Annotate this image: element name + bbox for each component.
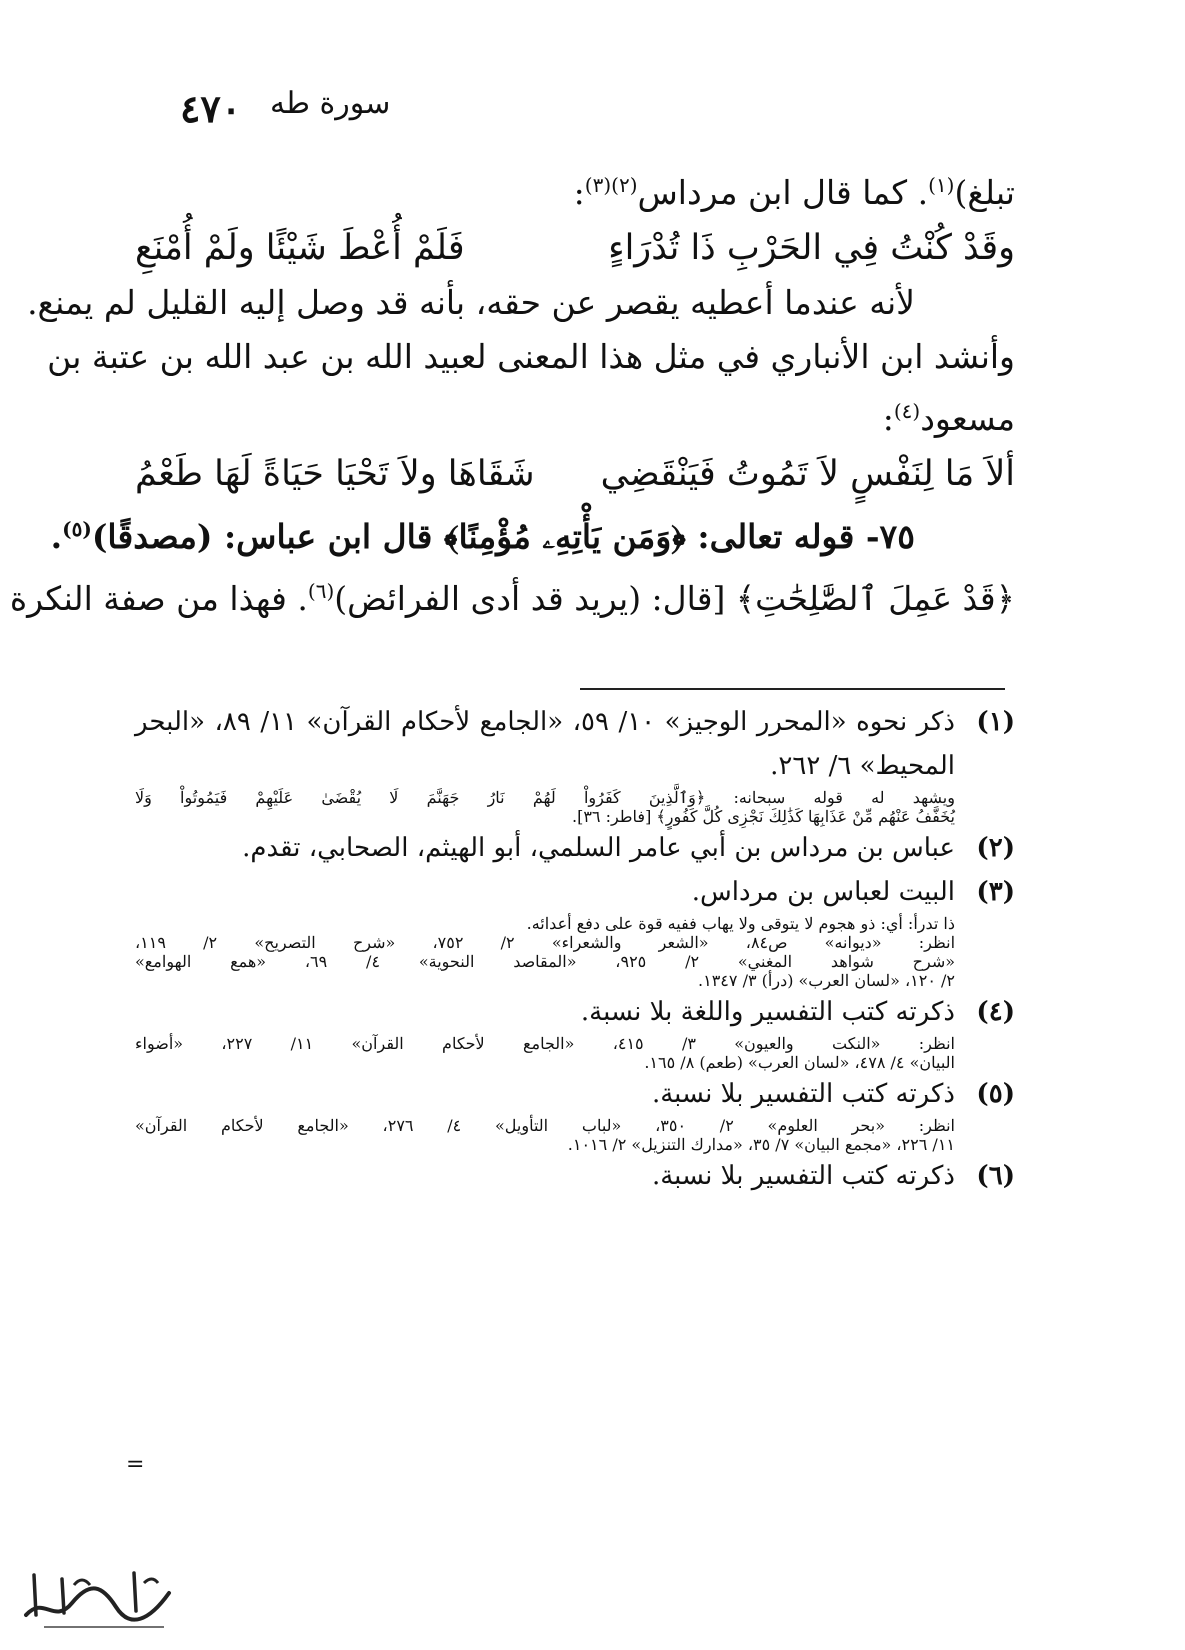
- verse-hemistich-right: ألاَ مَا لِنَفْسٍ لاَ تَمُوتُ فَيَنْقَضِي: [600, 454, 1015, 494]
- verse-hemistich-right: وقَدْ كُنْتُ فِي الحَرْبِ ذَا تُدْرَاءٍ: [608, 228, 1015, 268]
- footnotes: [135, 700, 1015, 1198]
- footnote: [135, 1154, 1015, 1198]
- footnote-body: [135, 826, 955, 870]
- footnote-body: [135, 870, 955, 914]
- text-line: [9, 564, 1015, 626]
- footnote: [135, 826, 1015, 870]
- text-line: لأنه عندما أعطيه يقصر عن حقه، بأنه قد وصل إليه القليل لم يمنع.: [27, 283, 915, 322]
- text-segment: مسعود: [920, 399, 1015, 438]
- footnote-number: (٢): [976, 833, 1015, 863]
- text-segment: :: [882, 399, 894, 438]
- text-segment: .: [50, 517, 63, 556]
- footnote-continuation: [135, 1116, 955, 1154]
- footnote-ref[interactable]: (٤): [893, 399, 921, 423]
- footnote-ref[interactable]: (٦): [307, 579, 335, 603]
- footnote: [135, 870, 1015, 914]
- verse-hemistich-left: فَلَمْ أُعْطَ شَيْئًا ولَمْ أُمْنَعِ: [135, 228, 465, 268]
- footnote-line: ذكرته كتب التفسير بلا نسبة.: [651, 1161, 955, 1191]
- footnote-continuation: [135, 914, 955, 990]
- calligraphy-logo-icon: [14, 1555, 184, 1635]
- continuation-mark: =: [126, 1452, 145, 1477]
- footnote-line: يُخَفَّفُ عَنْهُم مِّنْ عَذَابِهَا كَذَٰلِكَ نَجْزِى كُلَّ كَفُورٍ﴾ [فاطر: ٣٦].: [571, 807, 955, 826]
- text-line: وأنشد ابن الأنباري في مثل هذا المعنى لعبيد الله بن عبد الله بن عتبة بن: [47, 337, 1015, 376]
- footnote-ref[interactable]: (٢)(٣): [584, 173, 638, 197]
- footnote-line: عباس بن مرداس بن أبي عامر السلمي، أبو الهيثم، الصحابي، تقدم.: [242, 833, 955, 863]
- footnote-body: [135, 1154, 955, 1198]
- footnote-line: البيان» ٤/ ٤٧٨، «لسان العرب» (طعم) ٨/ ١٦٥.: [644, 1053, 955, 1072]
- footnote-line: انظر: «بحر العلوم» ٢/ ٣٥٠، «لباب التأويل» ٤/ ٢٧٦، «الجامع لأحكام القرآن»: [135, 1116, 956, 1135]
- text-segment: تبلغ): [954, 173, 1015, 212]
- footnote-line: ويشهد له قوله سبحانه: ﴿وَٱلَّذِينَ كَفَرُواْ لَهُمْ نَارُ جَهَنَّمَ لَا يُقْضَىٰ عَلَيْهِمْ فَيَمُوتُواْ وَلَا: [135, 788, 955, 807]
- text-segment: :: [573, 173, 585, 212]
- footnote-number: (٥): [976, 1079, 1015, 1109]
- footnote-line: المحيط» ٦/ ٢٦٢.: [770, 751, 955, 781]
- footnote-number: (١): [976, 707, 1015, 737]
- main-text: [9, 158, 1015, 626]
- text-segment: ٧٥- قوله تعالى: ﴿وَمَن يَأْتِهِۦ مُؤْمِنًا﴾ قال ابن عباس: (مصدقًا): [91, 517, 915, 556]
- footnote-line: انظر: «النكت والعيون» ٣/ ٤١٥، «الجامع لأحكام القرآن» ١١/ ٢٢٧، «أضواء: [135, 1034, 955, 1053]
- footnote: [135, 990, 1015, 1034]
- poetry-verse: [135, 220, 1015, 276]
- footnote-line: ذكرته كتب التفسير واللغة بلا نسبة.: [580, 997, 955, 1027]
- footnote-line: ذكرته كتب التفسير بلا نسبة.: [651, 1079, 955, 1109]
- text-line: [135, 384, 1015, 446]
- footnote-continuation: [135, 1034, 955, 1072]
- page-number: ٤٧٠: [180, 86, 242, 131]
- footnote-line: انظر: «ديوانه» ص٨٤، «الشعر والشعراء» ٢/ ٧٥٢، «شرح التصريح» ٢/ ١١٩،: [135, 933, 956, 952]
- footnote-number: (٣): [976, 877, 1015, 907]
- footnote-line: ذكر نحوه «المحرر الوجيز» ١٠/ ٥٩، «الجامع لأحكام القرآن» ١١/ ٨٩، «البحر: [135, 707, 955, 737]
- text-line: [50, 502, 1015, 564]
- footnote-body: [135, 990, 955, 1034]
- verse-hemistich-left: شَقَاهَا ولاَ تَحْيَا حَيَاةً لَهَا طَعْمُ: [135, 454, 535, 494]
- footnote-number: (٦): [976, 1161, 1015, 1191]
- footnote-number: (٤): [976, 997, 1015, 1027]
- poetry-verse: [135, 446, 1015, 502]
- footnote-body: [135, 700, 955, 788]
- footnote-line: ٢/ ١٢٠، «لسان العرب» (درأ) ٣/ ١٣٤٧.: [698, 971, 955, 990]
- footnote: [135, 700, 1015, 788]
- text-segment: . فهذا من صفة النكرة: [9, 579, 308, 618]
- footnote-ref[interactable]: (١): [928, 173, 955, 197]
- footnote-line: «شرح شواهد المغني» ٢/ ٩٢٥، «المقاصد النحوية» ٤/ ٦٩، «همع الهوامع»: [135, 952, 956, 971]
- footnote-body: [135, 1072, 955, 1116]
- footnote-divider: [580, 688, 1005, 690]
- footnote-line: ذا تدرأ: أي: ذو هجوم لا يتوقى ولا يهاب ففيه قوة على دفع أعدائه.: [526, 914, 955, 933]
- text-segment: ﴿قَدْ عَمِلَ ٱلصَّٰلِحَٰتِ﴾ [قال: (يريد قد أدى الفرائض): [334, 579, 1015, 618]
- page-header: [180, 78, 1010, 138]
- footnote-ref[interactable]: (٥): [62, 517, 92, 541]
- footnote-line: البيت لعباس بن مرداس.: [691, 877, 955, 907]
- footnote-line: ١١/ ٢٢٦، «مجمع البيان» ٧/ ٣٥، «مدارك التنزيل» ٢/ ١٠١٦.: [567, 1135, 955, 1154]
- text-line: [135, 158, 1015, 220]
- surah-title: سورة طه: [270, 86, 391, 121]
- footnote-continuation: [135, 788, 955, 826]
- footnote: [135, 1072, 1015, 1116]
- text-segment: . كما قال ابن مرداس: [637, 173, 929, 212]
